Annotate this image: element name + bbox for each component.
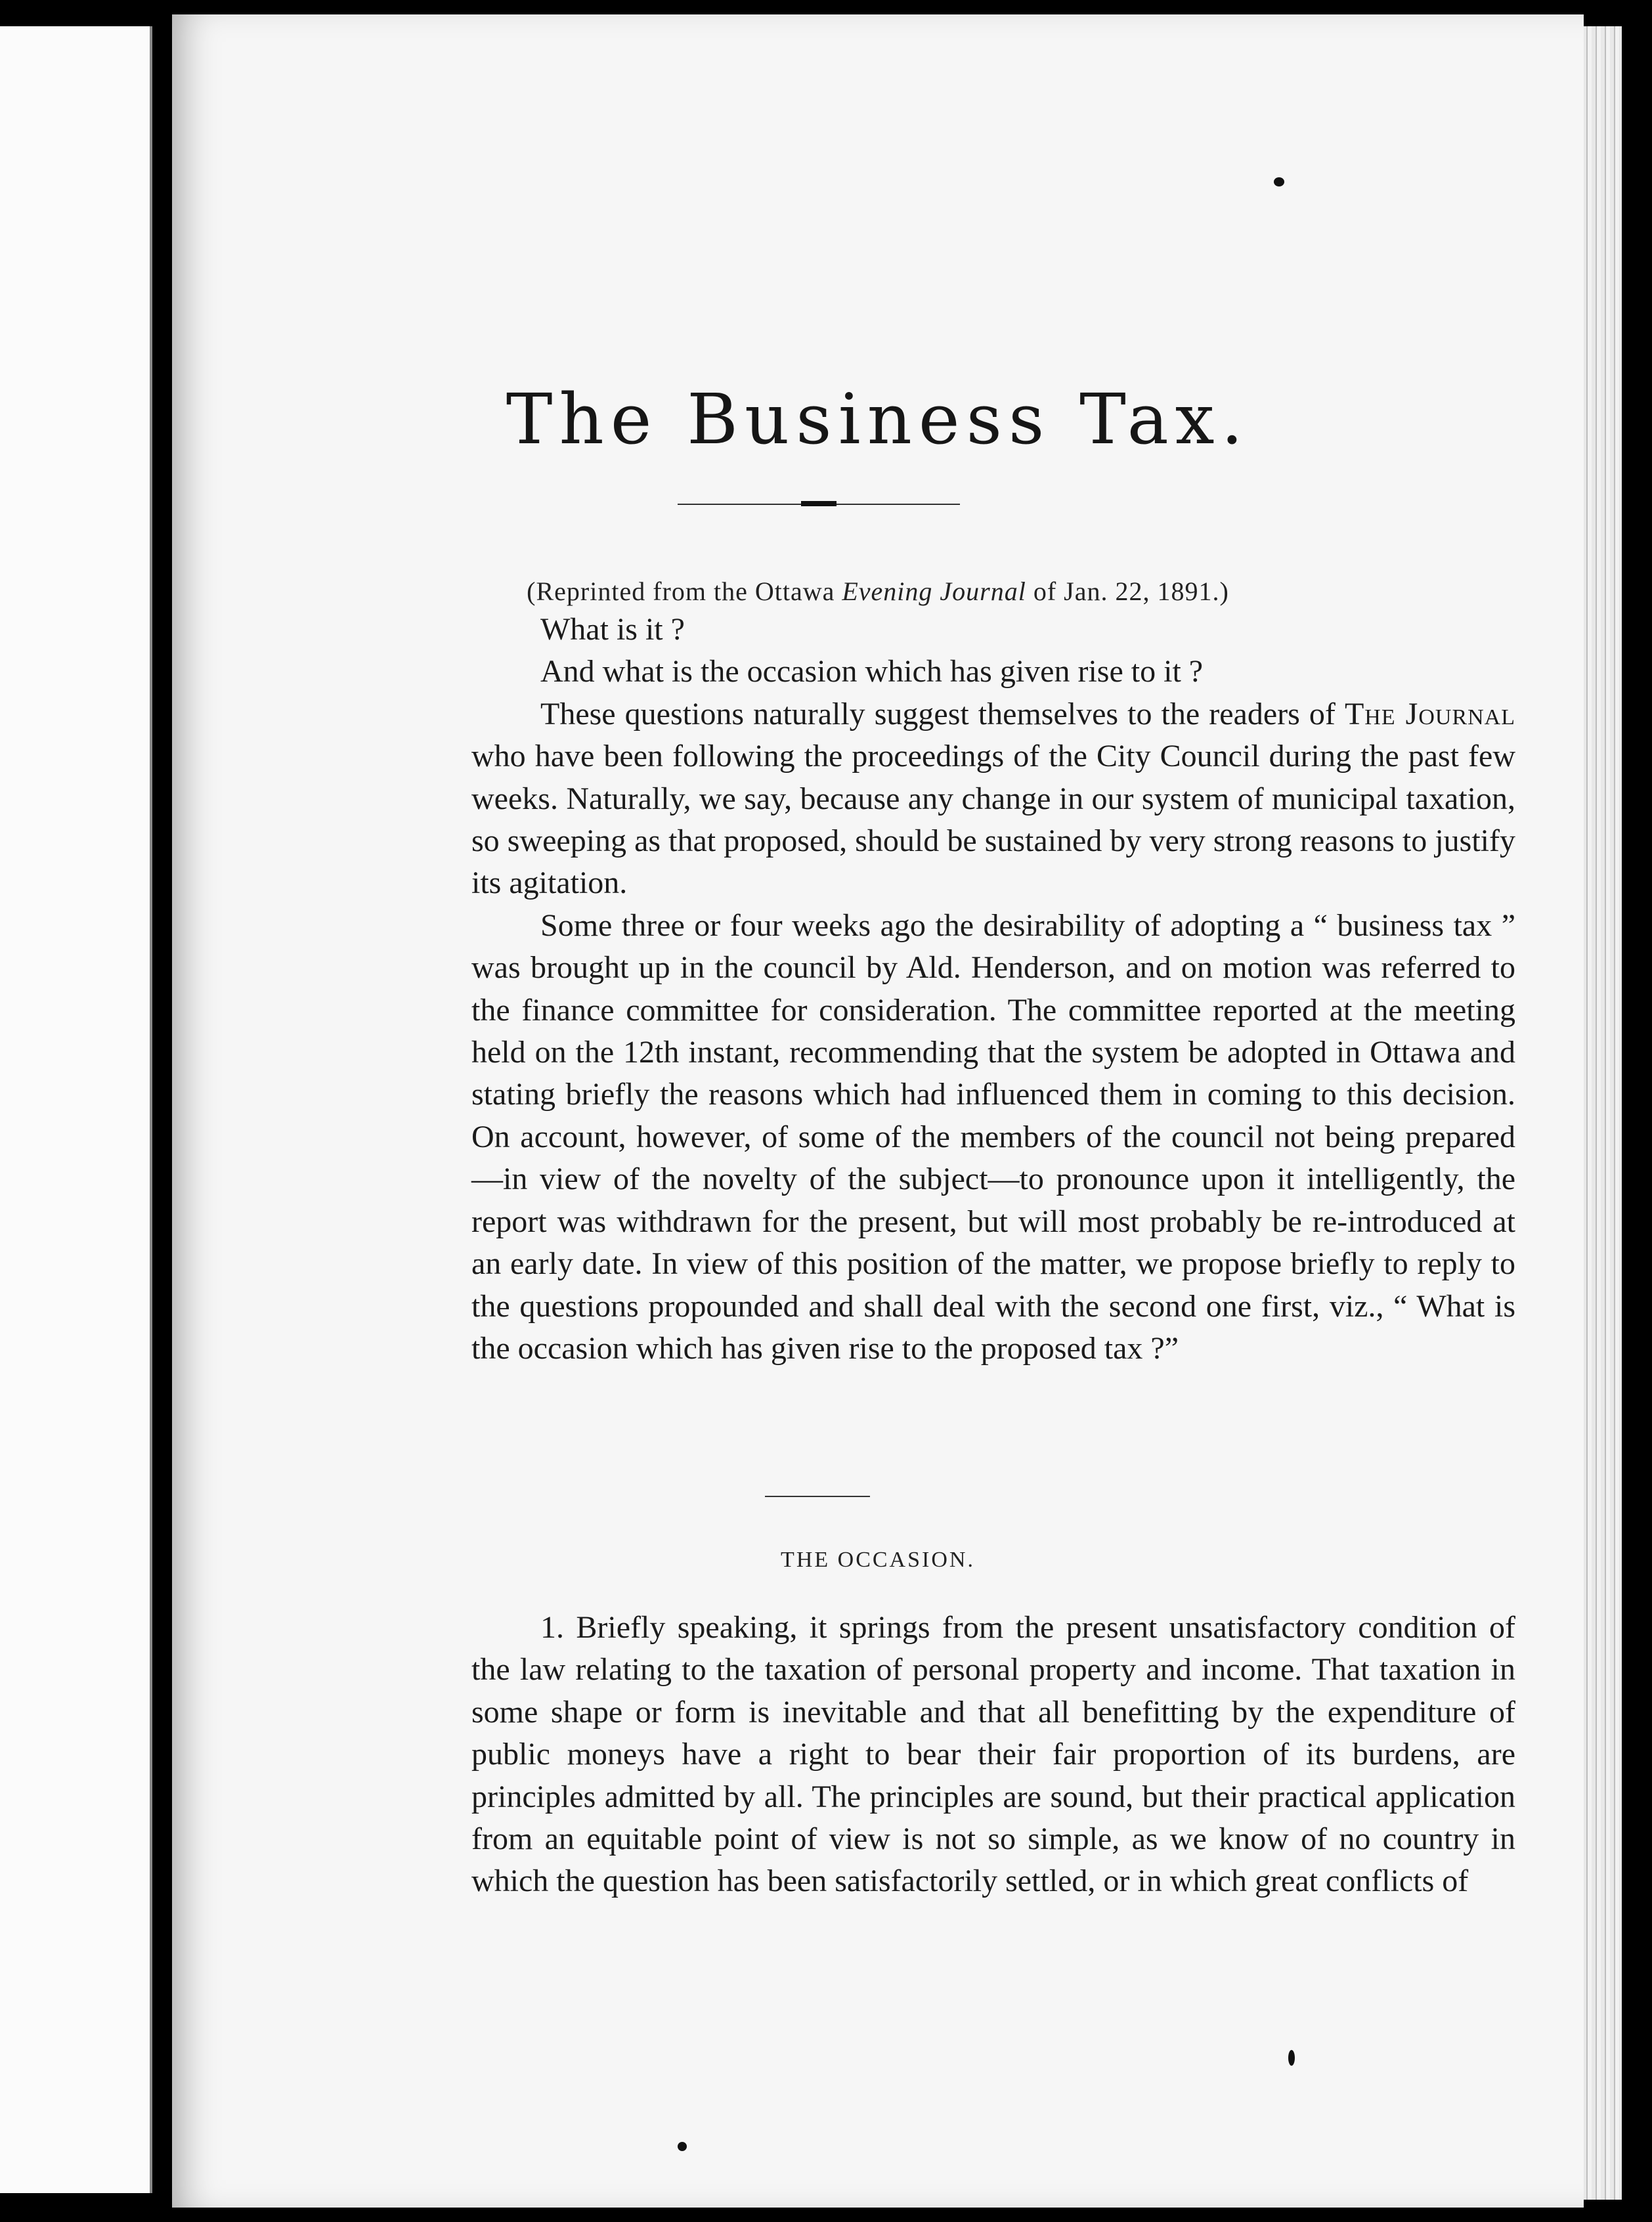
document-title: The Business Tax.	[506, 379, 1250, 460]
book-page	[172, 14, 1584, 2208]
intro-question-2: And what is the occasion which has given rise to it ?	[540, 654, 1204, 689]
body-text-top	[471, 609, 1515, 1370]
paragraph-3: 1. Briefly speaking, it springs from the present unsatisfactory condition of the law relating to the taxation of personal property and income. That taxation in some shape or form is inevitable and that all benefitting by the expenditure of public moneys have a right to bear their fair proportion of its burdens, are principles admitted by all. The principles are sound, but their practical application from an equitable point of view is not so simple, as we know of no country in which the question has been satisfactorily settled, or in which great conflicts of	[471, 1610, 1515, 1899]
reprint-note-prefix: (Reprinted from the Ottawa	[527, 577, 842, 606]
paragraph-2: Some three or four weeks ago the desirability of adopting a “ business tax ” was brought up in the council by Ald. Henderson, and on motion was referred to the finance committee for consideration. The committee reported at the meeting held on the 12th instant, recommending that the system be adopted in Ottawa and stating briefly the reasons which had influenced them in coming to this decision. On account, however, of some of the members of the council not being prepared—in view of the novelty of the subject—to pronounce upon it intelligently, the report was withdrawn for the present, but will most probably be re-introduced at an early date. In view of this position of the matter, we propose briefly to reply to the questions propounded and shall deal with the second one first, viz., “ What is the occasion which has given rise to the proposed tax ?”	[471, 907, 1515, 1366]
reprint-note-suffix: of Jan. 22, 1891.)	[1026, 577, 1229, 606]
paragraph-1	[471, 693, 1515, 905]
reprint-note	[172, 576, 1584, 607]
ink-speck	[1288, 2050, 1295, 2066]
journal-name: The Journal	[1344, 696, 1516, 731]
paragraph-1-end: who have been following the proceedings of the City Council during the past few weeks. Naturally, we say, because any change in our system of municipal taxation, so sweeping as that proposed, should be sustained by very strong reasons to justify its agitation.	[471, 739, 1515, 901]
ink-speck	[678, 2142, 687, 2151]
section-heading: THE OCCASION.	[781, 1548, 975, 1572]
body-text-bottom	[471, 1607, 1515, 1903]
section-divider-rule	[765, 1496, 870, 1497]
reprint-note-publication: Evening Journal	[842, 577, 1026, 606]
paragraph-1-start: These questions naturally suggest themselves to the readers of	[540, 696, 1345, 731]
ink-speck	[1274, 177, 1284, 186]
facing-page-edge	[0, 26, 152, 2193]
intro-question-1: What is it ?	[540, 612, 685, 647]
title-divider-ornament	[801, 501, 837, 506]
page-stack-edge	[1582, 26, 1622, 2200]
